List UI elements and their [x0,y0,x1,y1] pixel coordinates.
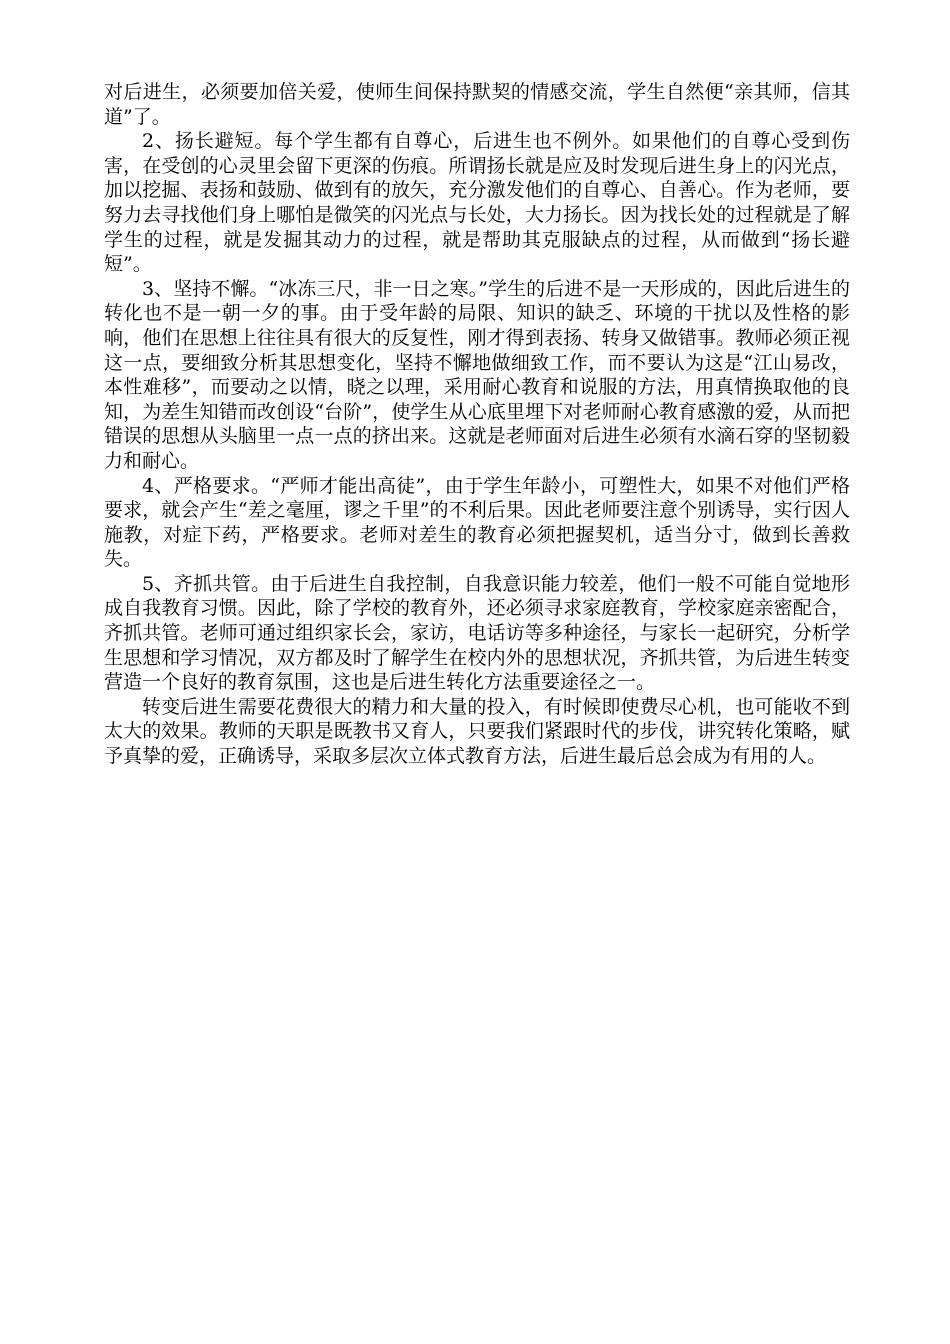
paragraph-point-3: 3、坚持不懈。“冰冻三尺，非一日之寒。”学生的后进不是一天形成的，因此后进生的转化也不是一朝一夕的事。由于受年龄的局限、知识的缺乏、环境的干扰以及性格的影响，他们在思想上往往具有很大的反复性，刚才得到表扬、转身又做错事。教师必须正视这一点，要细致分析其思想变化，坚持不懈地做细致工作，而不要认为这是“江山易改，本性难移”，而要动之以情，晓之以理，采用耐心教育和说服的方法，用真情换取他的良知，为差生知错而改创设“台阶”，使学生从心底里埋下对老师耐心教育感激的爱，从而把错误的思想从头脑里一点一点的挤出来。这就是老师面对后进生必须有水滴石穿的坚韧毅力和耐心。 [104,277,850,472]
paragraph-point-2: 2、扬长避短。每个学生都有自尊心，后进生也不例外。如果他们的自尊心受到伤害，在受创的心灵里会留下更深的伤痕。所谓扬长就是应及时发现后进生身上的闪光点，加以挖掘、表扬和鼓励、做到有的放矢，充分激发他们的自尊心、自善心。作为老师，要努力去寻找他们身上哪怕是微笑的闪光点与长处，大力扬长。因为找长处的过程就是了解学生的过程，就是发掘其动力的过程，就是帮助其克服缺点的过程，从而做到“扬长避短”。 [104,130,850,276]
paragraph-point-4: 4、严格要求。“严师才能出高徒”，由于学生年龄小，可塑性大，如果不对他们严格要求，就会产生“差之毫厘，谬之千里”的不利后果。因此老师要注意个别诱导，实行因人施教，对症下药，严格要求。老师对差生的教育必须把握契机，适当分寸，做到长善救失。 [104,474,850,571]
paragraph-continuation: 对后进生，必须要加倍关爱，使师生间保持默契的情感交流，学生自然便“亲其师，信其道”了。 [104,81,850,128]
document-body [104,80,850,769]
paragraph-point-5: 5、齐抓共管。由于后进生自我控制，自我意识能力较差，他们一般不可能自觉地形成自我教育习惯。因此，除了学校的教育外，还必须寻求家庭教育，学校家庭亲密配合，齐抓共管。老师可通过组织家长会，家访，电话访等多种途径，与家长一起研究，分析学生思想和学习情况，双方都及时了解学生在校内外的思想状况，齐抓共管，为后进生转变营造一个良好的教育氛围，这也是后进生转化方法重要途径之一。 [104,572,850,694]
paragraph-conclusion: 转变后进生需要花费很大的精力和大量的投入，有时候即使费尽心机，也可能收不到太大的效果。教师的天职是既教书又育人，只要我们紧跟时代的步伐，讲究转化策略，赋予真挚的爱，正确诱导，采取多层次立体式教育方法，后进生最后总会成为有用的人。 [104,695,850,768]
